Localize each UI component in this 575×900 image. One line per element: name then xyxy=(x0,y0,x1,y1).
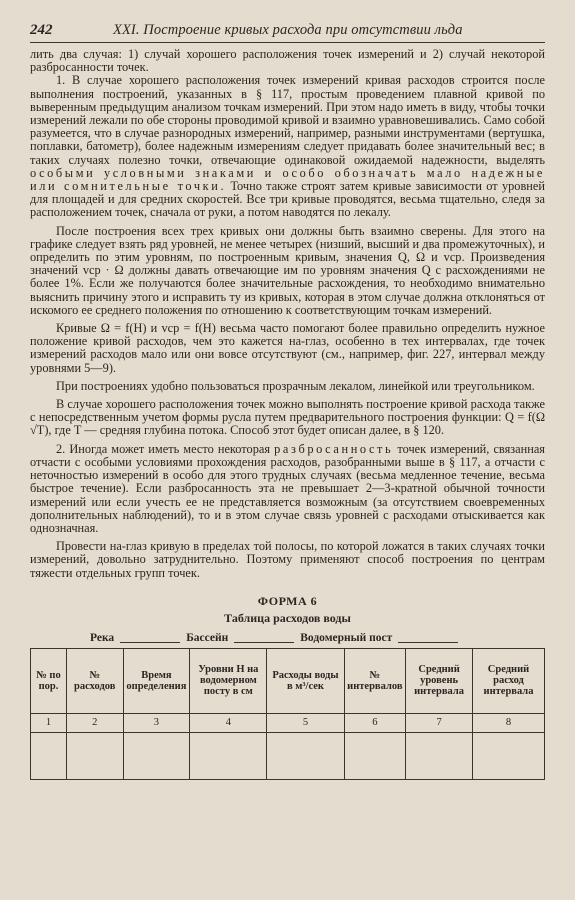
table-header-row xyxy=(31,648,545,713)
table-cell xyxy=(190,732,267,779)
column-number: 6 xyxy=(344,713,406,732)
table-title: Таблица расходов воды xyxy=(224,610,351,625)
text-run: 2. Иногда может иметь место некоторая xyxy=(56,441,271,456)
paragraph: В случае хорошего расположения точек можно выполнять построение кривой расхода также с непосредственным учетом формы русла путем предварительного построения функции: Q = f(Ω √T), где T — средняя глубина потока. Способ этот будет описан далее, в § 120. xyxy=(30,397,545,438)
post-label: Водомерный пост xyxy=(300,631,393,644)
text-run: 1. В случае хорошего расположения точек измерений кривая расходов строится после выполнения построений, указанных в § 117, простым проведением плавной кривой по выверенным предыдущим анализом точкам измерений. При этом надо иметь в виду, чтобы точки измерений лежали по обе стороны проводимой кривой и взаимно уравновешивались. Само собой разумеется, что в случае разнородных измерений, например, разными инструментами (вертушка, поплавки, батометр), более надежным измерениям следует придавать более значительный вес; в таких случаях полезно точки, отвечающие одинаковой ожидаемой надежности, выделять xyxy=(30,73,545,167)
paragraph: После построения всех трех кривых они должны быть взаимно сверены. Для этого на графике следует взять ряд уровней, не менее четырех (низший, высший и два промежуточных), и определить по этим уровням, по построенным кривым, значения Q, Ω и vср. Произведения значений vср · Ω должны давать отвечающие им по уровням значения Q с расхождениями не более 1%. Если же получаются более значительные расхождения, то необходимо внимательно выяснить причину этого и исправить ту из кривых, которая в этом случае должна отклоняться от искомого ее среднего положения по отношению к соответствующим точкам измерений. xyxy=(30,223,545,317)
column-header: Время определения xyxy=(123,648,190,713)
table-cell xyxy=(344,732,406,779)
column-number: 8 xyxy=(472,713,544,732)
paragraph: Кривые Ω = f(H) и vср = f(H) весьма часто помогают более правильно определить нужное положение кривой расходов, чем это кажется на-глаз, особенно в тех интервалах, где точек измерений расходов мало или они вовсе отсутствуют (см., например, фиг. 227, интервал между уровнями 5—9). xyxy=(30,321,545,375)
table-cell xyxy=(66,732,123,779)
basin-blank xyxy=(234,632,294,643)
text-run: точек измерений, связанная отчасти с особыми условиями прохождения расходов, разобранными выше в § 117, а отчасти с неточностью измерений в особо для этого трудных случаях (весьма медленное течение, весьма быстрое течение). Если разбросанность эта не превышает 2—3-кратной обычной точности измерений или если учесть ее не представляется возможным (за отсутствием своевременных дополнительных наблюдений), то и в этом случае связь уровней с расходами отыскивается как однозначная. xyxy=(30,441,545,535)
column-header: № расходов xyxy=(66,648,123,713)
column-number: 7 xyxy=(406,713,473,732)
river-blank xyxy=(120,632,180,643)
table-cell xyxy=(267,732,344,779)
column-number: 1 xyxy=(31,713,67,732)
table-cell xyxy=(472,732,544,779)
paragraph: лить два случая: 1) случай хорошего расположения точек измерений и 2) случай некоторой разбросанности точек. xyxy=(30,47,545,75)
form-fields xyxy=(30,632,545,644)
paragraph: Провести на-глаз кривую в пределах той полосы, по которой ложатся в таких случаях точки измерений, довольно затруднительно. Поэтому применяют способ построения по центрам тяжести отдельных групп точек. xyxy=(30,539,545,580)
page-number: 242 xyxy=(30,22,53,38)
post-blank xyxy=(398,632,458,643)
column-header: Расходы воды в м³/сек xyxy=(267,648,344,713)
column-number: 3 xyxy=(123,713,190,732)
running-title: XXI. Построение кривых расхода при отсутствии льда xyxy=(113,22,463,38)
discharge-table xyxy=(30,648,545,780)
basin-label: Бассейн xyxy=(186,631,229,644)
page-header xyxy=(30,22,545,43)
column-number: 2 xyxy=(66,713,123,732)
table-cell xyxy=(123,732,190,779)
column-header: № интервалов xyxy=(344,648,406,713)
text-run: Точно также строят затем кривые зависимости от уровней для площадей и для средних скоростей. Все три кривые проводятся, весьма тщательно, следя за расположением точек, сначала от руки, а потом наводятся по лекалу. xyxy=(30,179,545,220)
river-label: Река xyxy=(90,631,115,644)
column-header: № по пор. xyxy=(31,648,67,713)
body-text xyxy=(30,48,545,580)
column-number: 5 xyxy=(267,713,344,732)
empty-table-row xyxy=(31,732,545,779)
column-header: Средний расход интервала xyxy=(472,648,544,713)
table-cell xyxy=(406,732,473,779)
paragraph: При построениях удобно пользоваться прозрачным лекалом, линейкой или треугольником. xyxy=(56,378,535,393)
column-number-row xyxy=(31,713,545,732)
emphasized-text: разбросанность xyxy=(274,441,394,456)
column-number: 4 xyxy=(190,713,267,732)
column-header: Средний уровень интервала xyxy=(406,648,473,713)
emphasized-text: особыми условными знаками и особо обозначать мало надежные или сомнительные точки. xyxy=(30,165,545,194)
form-label: ФОРМА 6 xyxy=(257,593,318,608)
column-header: Уровни H на водомерном посту в см xyxy=(190,648,267,713)
table-cell xyxy=(31,732,67,779)
paragraph xyxy=(30,443,545,535)
paragraph xyxy=(30,74,545,219)
